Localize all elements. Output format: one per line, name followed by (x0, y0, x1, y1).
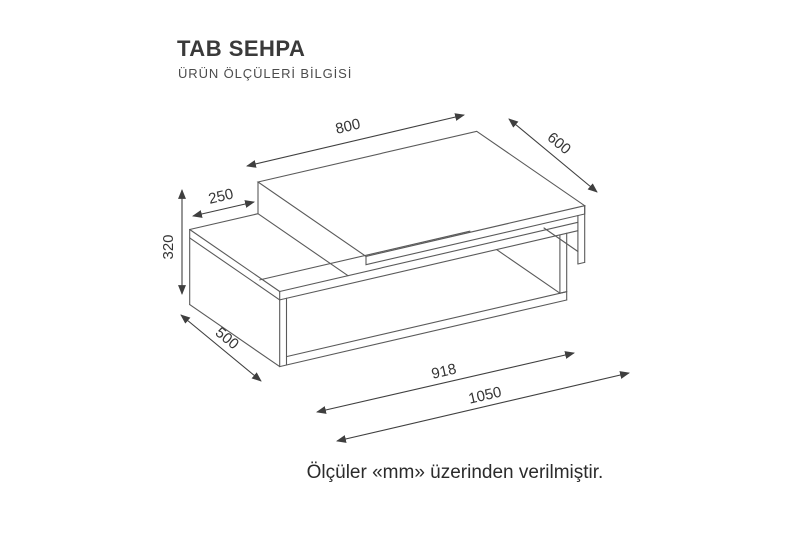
dimension-arrow-inner-width (317, 353, 574, 412)
right-upper-panel (544, 206, 585, 264)
dimension-label-top-width: 800 (333, 115, 363, 138)
left-end-panel (190, 230, 287, 367)
dimension-arrow-total-width (337, 373, 629, 441)
dimension-label-lower-depth: 500 (211, 323, 242, 354)
page-subtitle: ÜRÜN ÖLÇÜLERİ BİLGİSİ (178, 66, 353, 81)
dimension-arrow-lower-depth (181, 315, 261, 381)
dimension-arrow-height (160, 190, 182, 294)
dimension-label-inner-width: 918 (429, 360, 459, 383)
dimension-label-shelf-overhang: 250 (206, 185, 236, 208)
dimension-label-height: 320 (160, 234, 177, 260)
measurement-unit-note: Ölçüler «mm» üzerinden verilmiştir. (306, 462, 604, 483)
table-top-panel (258, 128, 585, 264)
dimension-label-total-width: 1050 (466, 383, 504, 408)
page-title: TAB SEHPA (177, 36, 306, 61)
right-lower-panel (497, 235, 567, 293)
dimension-arrow-shelf-overhang (193, 186, 254, 216)
dimension-label-top-depth: 600 (543, 128, 574, 159)
bottom-panel (260, 231, 567, 365)
